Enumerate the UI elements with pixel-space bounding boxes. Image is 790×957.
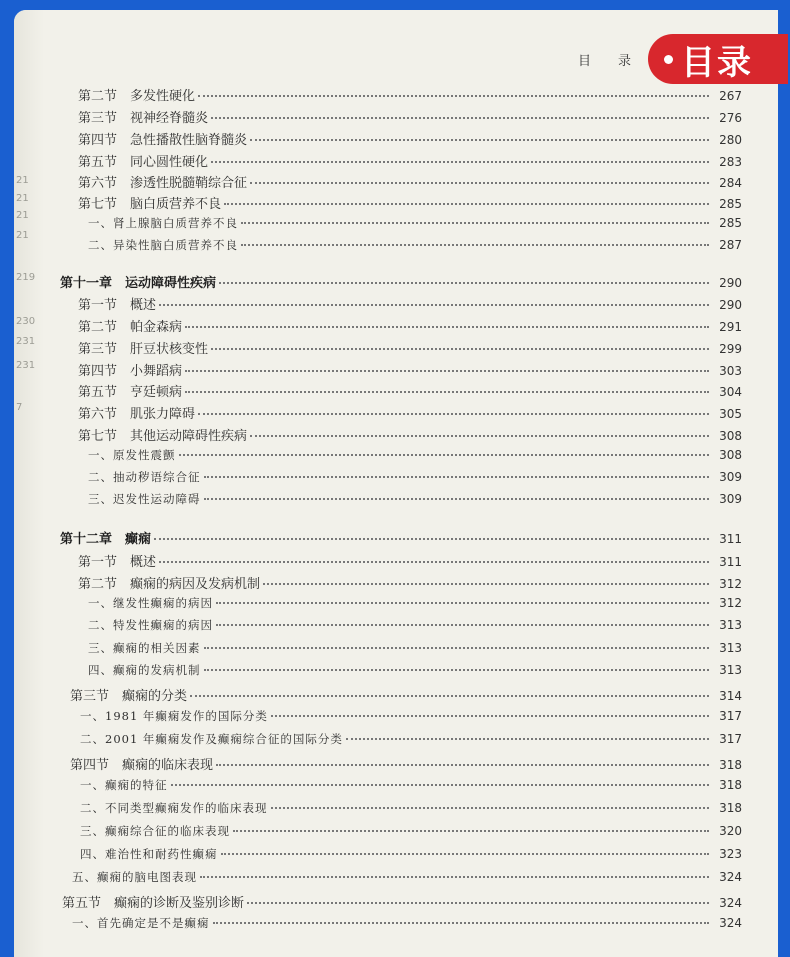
toc-entry-title: 第三节 肝豆状核变性 [78, 342, 209, 357]
toc-subsection-entry [88, 640, 742, 656]
dot-leader [241, 222, 709, 224]
toc-entry-title: 二、不同类型癫痫发作的临床表现 [80, 801, 268, 815]
dot-leader [216, 602, 709, 604]
toc-entry-title: 第六节 肌张力障碍 [78, 407, 196, 422]
toc-subsection-entry [88, 215, 742, 231]
toc-page-number: 291 [719, 320, 742, 334]
dot-leader [204, 669, 710, 671]
toc-subsection-entry [80, 708, 742, 724]
dot-leader [185, 326, 709, 328]
dot-leader [263, 583, 709, 585]
toc-entry-title: 三、迟发性运动障碍 [88, 492, 201, 506]
toc-page-number: 320 [719, 824, 742, 838]
toc-entry-title: 一、癫痫的特征 [80, 778, 168, 792]
toc-entry-title: 第三节 癫痫的分类 [70, 689, 188, 704]
dot-leader [154, 538, 709, 540]
dot-leader [224, 203, 709, 205]
toc-page-number: 318 [719, 758, 742, 772]
toc-entry-title: 第二节 多发性硬化 [78, 89, 196, 104]
toc-page-number: 318 [719, 778, 742, 792]
dot-leader [211, 117, 709, 119]
toc-page-number: 312 [719, 577, 742, 591]
toc-page-number: 290 [719, 298, 742, 312]
toc-page-number: 304 [719, 385, 742, 399]
dot-leader [213, 922, 710, 924]
header-label-lu: 录 [618, 54, 632, 69]
toc-entry-title: 二、抽动秽语综合征 [88, 470, 201, 484]
toc-page-number: 287 [719, 238, 742, 252]
toc-section-entry [78, 360, 742, 379]
toc-page-number: 290 [719, 276, 742, 290]
dot-leader [211, 161, 709, 163]
toc-page-number: 313 [719, 641, 742, 655]
toc-subsection-entry [88, 617, 742, 633]
toc-entry-title: 第五节 亨廷顿病 [78, 385, 183, 400]
toc-section-entry [78, 85, 742, 104]
toc-entry-title: 一、首先确定是不是癫痫 [72, 916, 210, 930]
toc-section-entry [78, 193, 742, 212]
toc-page-number: 311 [719, 532, 742, 546]
dot-leader [247, 902, 709, 904]
toc-page-number: 285 [719, 197, 742, 211]
dot-leader [204, 476, 710, 478]
dot-leader [179, 454, 710, 456]
toc-entry-title: 第一节 概述 [78, 555, 157, 570]
toc-page-number: 267 [719, 89, 742, 103]
toc-entry-title: 三、癫痫的相关因素 [88, 641, 201, 655]
dot-leader [346, 738, 709, 740]
margin-number: 21 [16, 193, 29, 204]
dot-leader [221, 853, 710, 855]
toc-chapter-entry [60, 272, 742, 291]
toc-entry-title: 第一节 概述 [78, 298, 157, 313]
toc-entry-title: 四、难治性和耐药性癫痫 [80, 847, 218, 861]
toc-subsection-entry [72, 869, 742, 885]
toc-section-entry [78, 551, 742, 570]
toc-page-number: 283 [719, 155, 742, 169]
toc-entry-title: 第四节 急性播散性脑脊髓炎 [78, 133, 248, 148]
dot-leader [233, 830, 709, 832]
toc-section-entry [78, 573, 742, 592]
toc-entry-title: 五、癫痫的脑电图表现 [72, 870, 197, 884]
toc-subsection-entry [72, 915, 742, 931]
toc-section-entry [78, 338, 742, 357]
toc-page-number: 299 [719, 342, 742, 356]
toc-page-number: 313 [719, 663, 742, 677]
toc-page-number: 317 [719, 709, 742, 723]
toc-page-number: 318 [719, 801, 742, 815]
toc-entry-title: 第十二章 癫痫 [60, 532, 152, 547]
dot-leader [250, 435, 709, 437]
toc-entry-title: 三、癫痫综合征的临床表现 [80, 824, 230, 838]
toc-subsection-entry [88, 595, 742, 611]
toc-page-number: 313 [719, 618, 742, 632]
book-page [14, 10, 778, 957]
toc-entry-title: 四、癫痫的发病机制 [88, 663, 201, 677]
toc-page-number: 309 [719, 470, 742, 484]
dot-leader [159, 561, 709, 563]
toc-section-entry [78, 129, 742, 148]
toc-subsection-entry [80, 800, 742, 816]
toc-page-number: 285 [719, 216, 742, 230]
header-label-mu: 目 [578, 54, 592, 69]
toc-page-number: 324 [719, 896, 742, 910]
toc-page-number: 308 [719, 448, 742, 462]
bullet-dot-icon [664, 55, 673, 64]
margin-number: 21 [16, 230, 29, 241]
toc-page-number: 309 [719, 492, 742, 506]
dot-leader [198, 413, 709, 415]
toc-subsection-entry [88, 662, 742, 678]
page-gutter [14, 10, 44, 957]
toc-subsection-entry [88, 469, 742, 485]
toc-badge-label: 目录 [681, 42, 753, 83]
dot-leader [200, 876, 709, 878]
dot-leader [250, 182, 709, 184]
toc-section-entry [78, 107, 742, 126]
dot-leader [204, 498, 710, 500]
toc-entry-title: 二、异染性脑白质营养不良 [88, 238, 238, 252]
dot-leader [190, 695, 709, 697]
toc-page-number: 311 [719, 555, 742, 569]
toc-entry-title: 二、特发性癫痫的病因 [88, 618, 213, 632]
toc-entry-title: 第五节 同心圆性硬化 [78, 155, 209, 170]
dot-leader [216, 764, 709, 766]
dot-leader [171, 784, 710, 786]
toc-entry-title: 二、2001 年癫痫发作及癫痫综合征的国际分类 [80, 732, 343, 746]
margin-number: 230 [16, 316, 36, 327]
toc-page-number: 312 [719, 596, 742, 610]
toc-page-number: 324 [719, 870, 742, 884]
dot-leader [204, 647, 710, 649]
toc-subsection-entry [80, 731, 742, 747]
toc-section-entry [78, 294, 742, 313]
margin-number: 219 [16, 272, 36, 283]
toc-page-number: 324 [719, 916, 742, 930]
toc-subsection-entry [88, 237, 742, 253]
toc-page-number: 280 [719, 133, 742, 147]
dot-leader [159, 304, 709, 306]
toc-section-entry [62, 892, 742, 911]
dot-leader [271, 807, 710, 809]
dot-leader [241, 244, 709, 246]
toc-entry-title: 第四节 癫痫的临床表现 [70, 758, 214, 773]
toc-entry-title: 第二节 帕金森病 [78, 320, 183, 335]
toc-page-number: 314 [719, 689, 742, 703]
dot-leader [271, 715, 709, 717]
dot-leader [185, 370, 709, 372]
toc-chapter-entry [60, 528, 742, 547]
toc-section-entry [78, 316, 742, 335]
toc-page-number: 276 [719, 111, 742, 125]
dot-leader [250, 139, 709, 141]
toc-entry-title: 一、1981 年癫痫发作的国际分类 [80, 709, 268, 723]
margin-number: 231 [16, 360, 36, 371]
toc-section-entry [70, 754, 742, 773]
toc-page-number: 308 [719, 429, 742, 443]
dot-leader [185, 391, 709, 393]
toc-page-number: 303 [719, 364, 742, 378]
toc-subsection-entry [80, 823, 742, 839]
toc-badge [648, 34, 788, 84]
toc-subsection-entry [80, 777, 742, 793]
toc-section-entry [78, 151, 742, 170]
toc-entry-title: 一、继发性癫痫的病因 [88, 596, 213, 610]
toc-entry-title: 一、原发性震颤 [88, 448, 176, 462]
toc-page-number: 317 [719, 732, 742, 746]
toc-entry-title: 第七节 其他运动障碍性疾病 [78, 429, 248, 444]
toc-section-entry [78, 425, 742, 444]
toc-subsection-entry [88, 447, 742, 463]
toc-page-number: 323 [719, 847, 742, 861]
dot-leader [211, 348, 709, 350]
toc-page-number: 305 [719, 407, 742, 421]
margin-number: 7 [16, 402, 23, 413]
toc-section-entry [78, 172, 742, 191]
toc-entry-title: 第三节 视神经脊髓炎 [78, 111, 209, 126]
toc-entry-title: 第四节 小舞蹈病 [78, 364, 183, 379]
toc-section-entry [78, 403, 742, 422]
margin-number: 21 [16, 175, 29, 186]
toc-entry-title: 第二节 癫痫的病因及发病机制 [78, 577, 261, 592]
toc-subsection-entry [80, 846, 742, 862]
toc-subsection-entry [88, 491, 742, 507]
toc-entry-title: 一、肾上腺脑白质营养不良 [88, 216, 238, 230]
toc-entry-title: 第五节 癫痫的诊断及鉴别诊断 [62, 896, 245, 911]
toc-entry-title: 第十一章 运动障碍性疾病 [60, 276, 217, 291]
margin-number: 21 [16, 210, 29, 221]
dot-leader [216, 624, 709, 626]
toc-page-number: 284 [719, 176, 742, 190]
toc-entry-title: 第七节 脑白质营养不良 [78, 197, 222, 212]
toc-section-entry [78, 381, 742, 400]
dot-leader [198, 95, 709, 97]
toc-entry-title: 第六节 渗透性脱髓鞘综合征 [78, 176, 248, 191]
toc-section-entry [70, 685, 742, 704]
margin-number: 231 [16, 336, 36, 347]
dot-leader [219, 282, 709, 284]
